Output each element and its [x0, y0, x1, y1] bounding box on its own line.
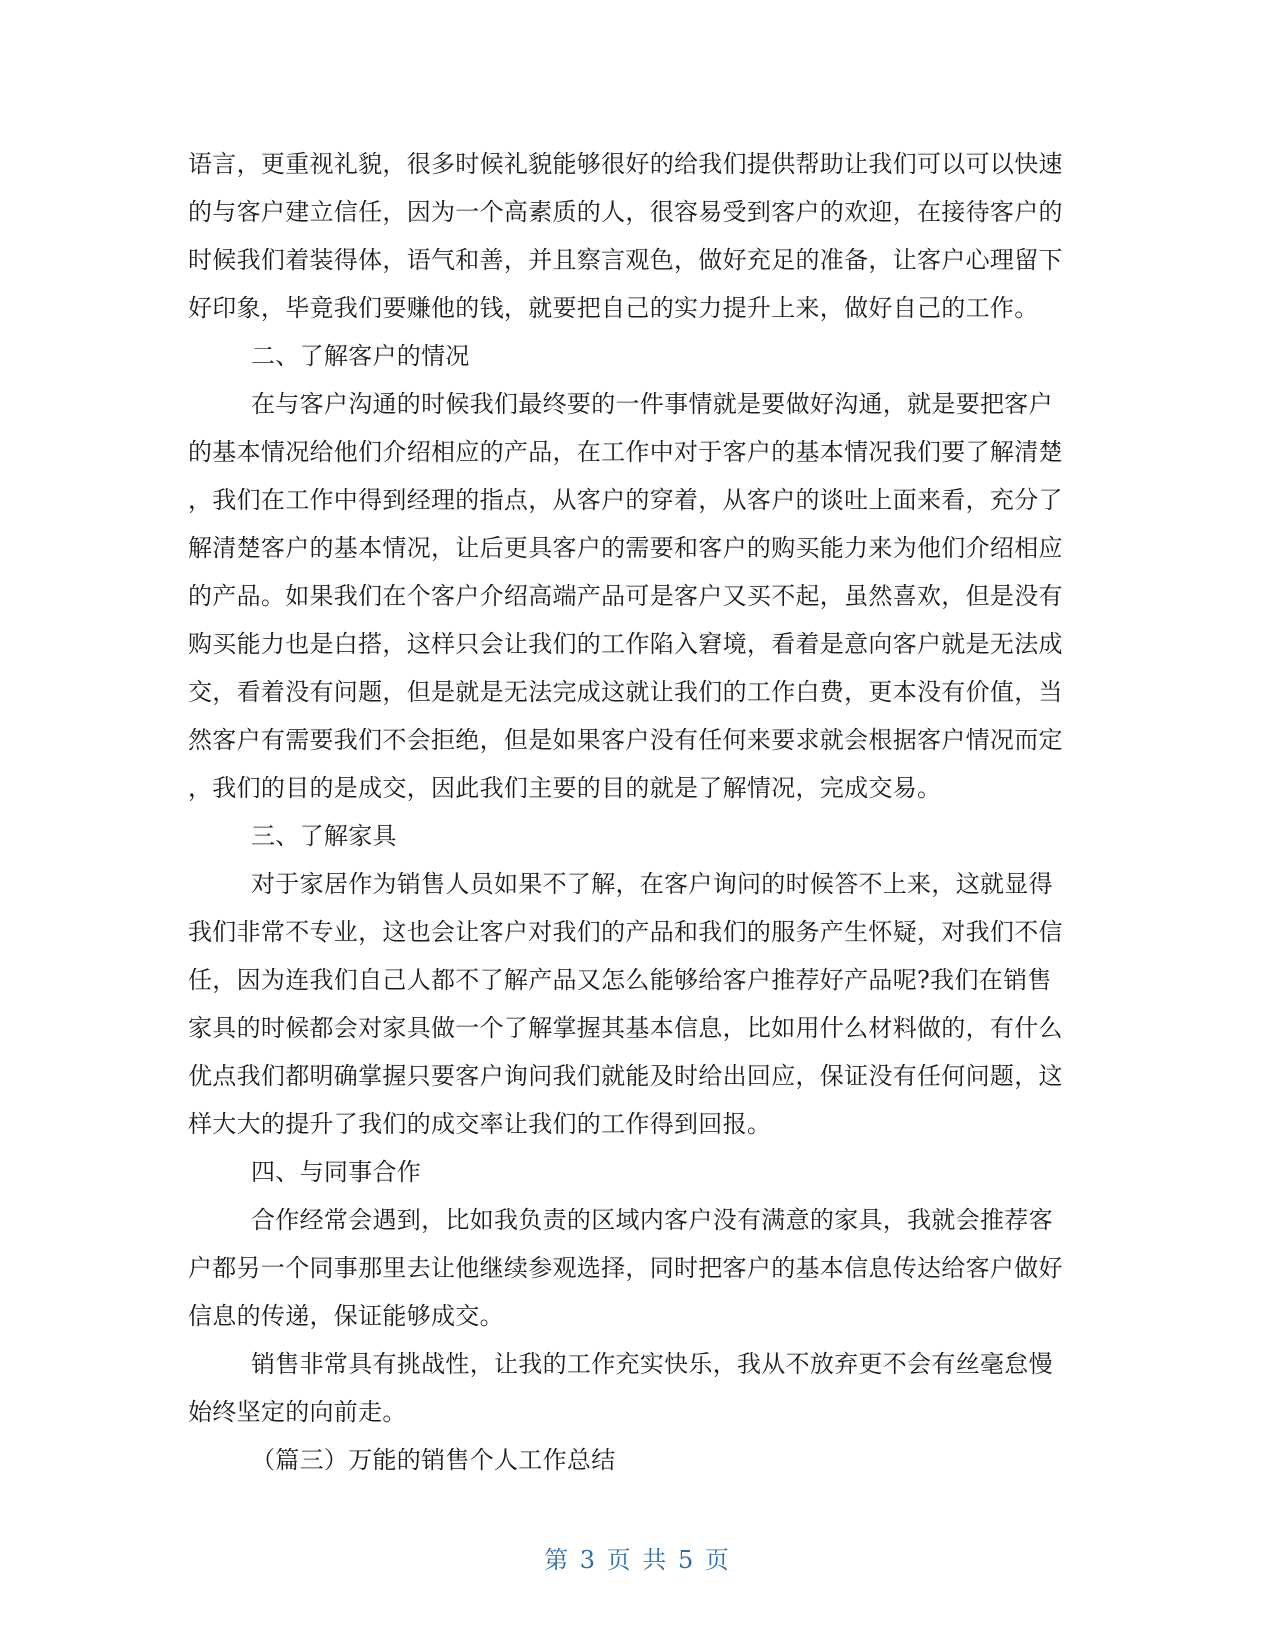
paragraph-line: 时候我们着装得体，语气和善，并且察言观色，做好充足的准备，让客户心理留下 — [188, 246, 1063, 274]
paragraph-line: 任，因为连我们自己人都不了解产品又怎么能够给客户推荐好产品呢?我们在销售 — [188, 966, 1052, 994]
document-body — [188, 140, 1088, 1484]
paragraph-line: 在与客户沟通的时候我们最终要的一件事情就是要做好沟通，就是要把客户 — [251, 390, 1053, 418]
paragraph-line: 信息的传递，保证能够成交。 — [188, 1302, 504, 1330]
page-number-footer: 第 3 页 共 5 页 — [544, 1546, 731, 1574]
paragraph-line: 的与客户建立信任，因为一个高素质的人，很容易受到客户的欢迎，在接待客户的 — [188, 198, 1063, 226]
paragraph-line: 的基本情况给他们介绍相应的产品，在工作中对于客户的基本情况我们要了解清楚 — [188, 438, 1063, 466]
paragraph-line: 语言，更重视礼貌，很多时候礼貌能够很好的给我们提供帮助让我们可以可以快速 — [188, 150, 1063, 178]
paragraph-line: 优点我们都明确掌握只要客户询问我们就能及时给出回应，保证没有任何问题，这 — [188, 1062, 1063, 1090]
paragraph-line: 户都另一个同事那里去让他继续参观选择，同时把客户的基本信息传达给客户做好 — [188, 1254, 1063, 1282]
paragraph-line: 交，看着没有问题，但是就是无法完成这就让我们的工作白费，更本没有价值，当 — [188, 678, 1063, 706]
section-heading: 二、了解客户的情况 — [251, 342, 470, 370]
paragraph-line: 对于家居作为销售人员如果不了解，在客户询问的时候答不上来，这就显得 — [251, 870, 1053, 898]
paragraph-line: 好印象，毕竟我们要赚他的钱，就要把自己的实力提升上来，做好自己的工作。 — [188, 294, 1039, 322]
paragraph-line: 的产品。如果我们在个客户介绍高端产品可是客户又买不起，虽然喜欢，但是没有 — [188, 582, 1063, 610]
paragraph-line: 购买能力也是白搭，这样只会让我们的工作陷入窘境，看着是意向客户就是无法成 — [188, 630, 1063, 658]
section-heading: 四、与同事合作 — [251, 1158, 422, 1186]
paragraph-line: 家具的时候都会对家具做一个了解掌握其基本信息，比如用什么材料做的，有什么 — [188, 1014, 1063, 1042]
section-heading: 三、了解家具 — [251, 822, 397, 850]
paragraph-line: 始终坚定的向前走。 — [188, 1398, 407, 1426]
paragraph-line: 合作经常会遇到，比如我负责的区域内客户没有满意的家具，我就会推荐客 — [251, 1206, 1053, 1234]
paragraph-line: 解清楚客户的基本情况，让后更具客户的需要和客户的购买能力来为他们介绍相应 — [188, 534, 1063, 562]
paragraph-line: 然客户有需要我们不会拒绝，但是如果客户没有任何来要求就会根据客户情况而定 — [188, 726, 1063, 754]
paragraph-line: 我们非常不专业，这也会让客户对我们的产品和我们的服务产生怀疑，对我们不信 — [188, 918, 1063, 946]
paragraph-line: ，我们的目的是成交，因此我们主要的目的就是了解情况，完成交易。 — [188, 774, 942, 802]
section-title: （篇三）万能的销售个人工作总结 — [251, 1446, 616, 1474]
paragraph-line: 样大大的提升了我们的成交率让我们的工作得到回报。 — [188, 1110, 772, 1138]
paragraph-line: ，我们在工作中得到经理的指点，从客户的穿着，从客户的谈吐上面来看，充分了 — [188, 486, 1063, 514]
paragraph-line: 销售非常具有挑战性，让我的工作充实快乐，我从不放弃更不会有丝毫怠慢 — [251, 1350, 1053, 1378]
